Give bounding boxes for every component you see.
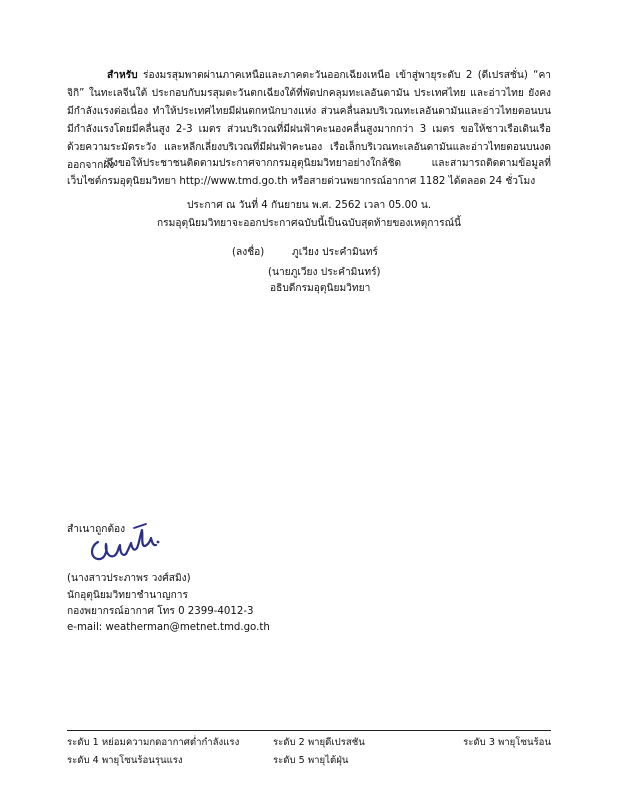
contact-division-phone: กองพยากรณ์อากาศ โทร 0 2399-4012-3 — [67, 606, 254, 617]
announcement-date: ประกาศ ณ วันที่ 4 กันยายน พ.ศ. 2562 เวลา 05.00 น. — [186, 200, 432, 211]
handwritten-signature — [84, 512, 164, 564]
footer-divider — [67, 730, 551, 731]
legend-level-2: ระดับ 2 พายุดีเปรสชัน — [273, 737, 365, 748]
signatory-full-name: (นายภูเวียง ประคำมินทร์) — [268, 267, 381, 278]
legend-level-5: ระดับ 5 พายุไต้ฝุ่น — [273, 755, 349, 766]
final-announcement-note: กรมอุตุนิยมวิทยาจะออกประกาศฉบับนี้เป็นฉบับสุดท้ายของเหตุการณ์นี้ — [157, 218, 461, 229]
contact-name: (นางสาวประภาพร วงศ์สมิง) — [67, 573, 191, 584]
contact-position: นักอุตุนิยมวิทยาชำนาญการ — [67, 590, 189, 601]
signatory-name: ภูเวียง ประคำมินทร์ — [292, 247, 378, 258]
legend-level-4: ระดับ 4 พายุโซนร้อนรุนแรง — [67, 755, 183, 766]
legend-level-1: ระดับ 1 หย่อมความกดอากาศต่ำกำลังแรง — [67, 737, 240, 748]
legend-level-3: ระดับ 3 พายุโซนร้อน — [463, 737, 551, 748]
advisory-paragraph: จึงขอให้ประชาชนติดตามประกาศจากกรมอุตุนิยมวิทยาอย่างใกล้ชิด และสามารถติดตามข้อมูลที่เว็บไซต์กรมอุตุนิยมวิทยา http://www.tmd.go.th หรือสายด่วนพยากรณ์อากาศ 1182 ได้ตลอด 24 ชั่วโมง — [67, 158, 551, 187]
signatory-title: อธิบดีกรมอุตุนิยมวิทยา — [270, 283, 371, 294]
certified-copy-label: สำเนาถูกต้อง — [67, 524, 126, 535]
signed-prefix: (ลงชื่อ) — [232, 247, 265, 258]
contact-email: e-mail: weatherman@metnet.tmd.go.th — [67, 622, 270, 633]
forecast-text: ร่องมรสุมพาดผ่านภาคเหนือและภาคตะวันออกเฉียงเหนือ เข้าสู่พายุระดับ 2 (ดีเปรสชั่น) “คาจิกิ” ในทะเลจีนใต้ ประกอบกับมรสุมตะวันตกเฉียงใต้ที่พัดปกคลุมทะเลอันดามัน ประเทศไทย และอ่าวไทย ยังคงมีกำลังแรงต่อเนื่อง ทำให้ประเทศไทยมีฝนตกหนักบางแห่ง ส่วนคลื่นลมบริเวณทะเลอันดามันและอ่าวไทยตอนบนมีกำลังแรงโดยมีคลื่นสูง 2-3 เมตร ส่วนบริเวณที่มีฝนฟ้าคะนองคลื่นสูงมากกว่า 3 เมตร ขอให้ชาวเรือเดินเรือด้วยความระมัดระวัง และหลีกเลี่ยงบริเวณที่มีฝนฟ้าคะนอง เรือเล็กบริเวณทะเลอันดามันและอ่าวไทยตอนบนงดออกจากฝั่ง — [67, 70, 551, 171]
paragraph-lead-word: สำหรับ — [107, 70, 138, 81]
